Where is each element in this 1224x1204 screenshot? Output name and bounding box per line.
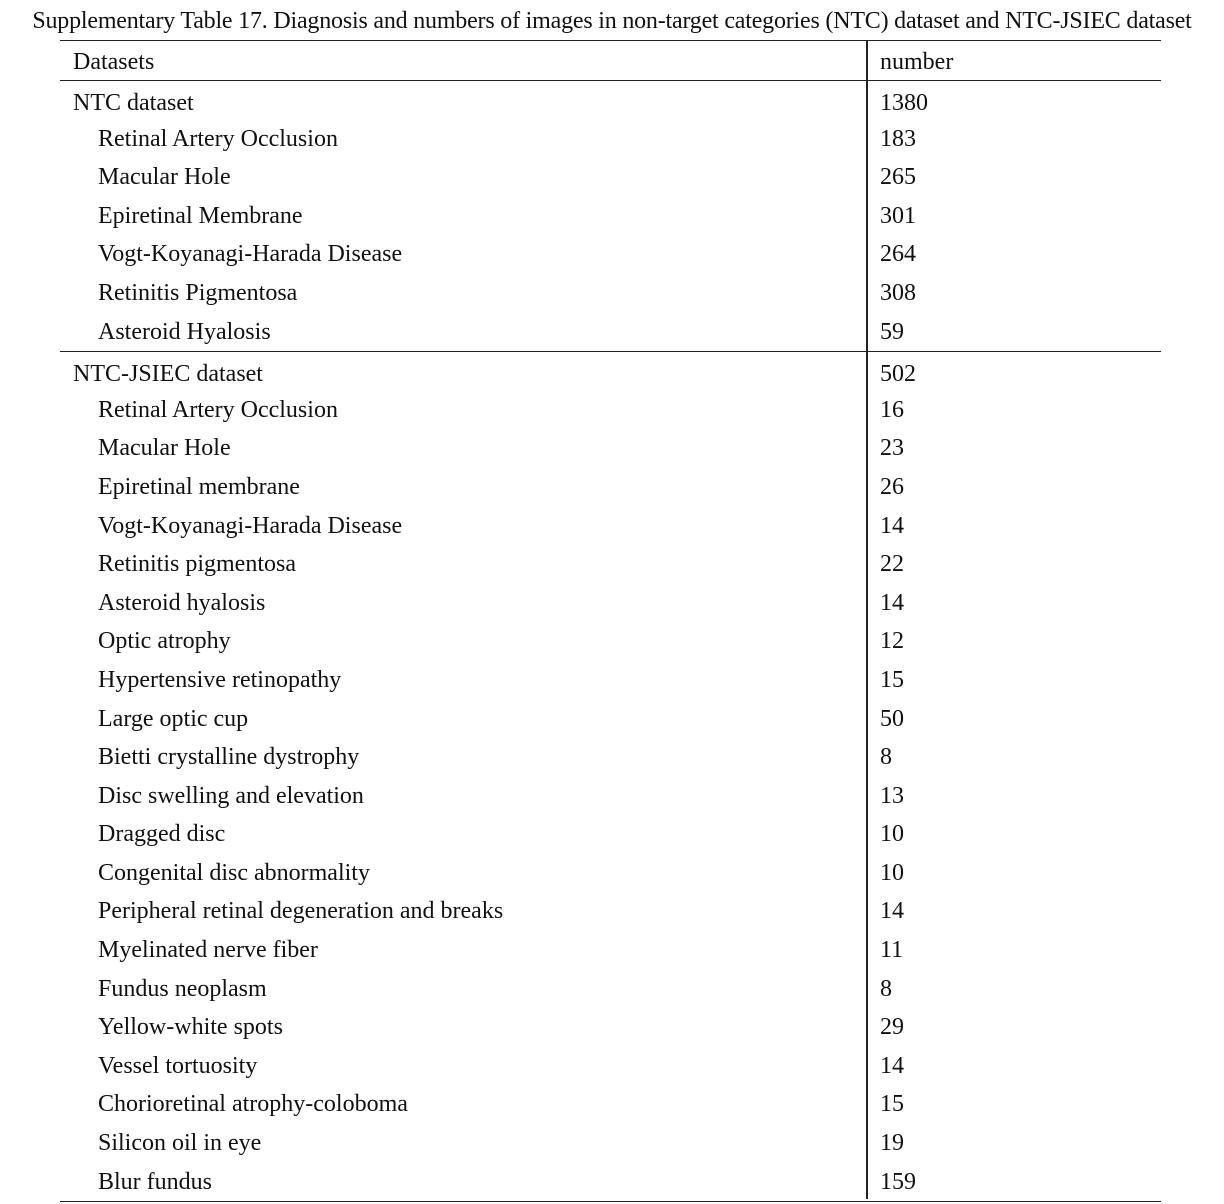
row-label: Silicon oil in eye — [98, 1130, 262, 1157]
row-value: 12 — [880, 628, 904, 655]
table-row — [60, 584, 1161, 623]
row-label: Asteroid Hyalosis — [98, 318, 271, 345]
table-row — [60, 235, 1161, 274]
row-value: 50 — [880, 705, 904, 732]
table-row — [60, 1047, 1161, 1086]
row-value: 59 — [880, 318, 904, 345]
table-row — [60, 700, 1161, 739]
row-value: 14 — [880, 512, 904, 539]
row-value: 23 — [880, 435, 904, 462]
row-label: Blur fundus — [98, 1168, 212, 1195]
table-row — [60, 545, 1161, 584]
row-label: Vessel tortuosity — [98, 1052, 258, 1079]
row-value: 301 — [880, 202, 916, 229]
row-label: Chorioretinal atrophy-coloboma — [98, 1091, 408, 1118]
table-row — [60, 313, 1161, 353]
row-value: 15 — [880, 1091, 904, 1118]
group-total: 1380 — [880, 90, 928, 116]
table-row — [60, 429, 1161, 468]
row-value: 11 — [880, 937, 904, 964]
row-label: Epiretinal membrane — [98, 473, 300, 500]
row-value: 14 — [880, 589, 904, 616]
row-value: 14 — [880, 1052, 904, 1079]
table-caption: Supplementary Table 17. Diagnosis and numbers of images in non-target categories (NTC) dataset and NTC-JSIEC dataset — [32, 8, 1192, 34]
row-label: Macular Hole — [98, 435, 231, 462]
table-row — [60, 158, 1161, 197]
row-value: 8 — [880, 975, 892, 1002]
table-row — [60, 777, 1161, 816]
table-row — [60, 661, 1161, 700]
row-label: Bietti crystalline dystrophy — [98, 744, 360, 771]
row-value: 29 — [880, 1014, 904, 1041]
row-label: Disc swelling and elevation — [98, 782, 364, 809]
row-label: Macular Hole — [98, 164, 231, 191]
row-label: Vogt-Koyanagi-Harada Disease — [98, 241, 403, 268]
row-label: Hypertensive retinopathy — [98, 666, 342, 693]
row-label: Large optic cup — [98, 705, 249, 732]
header-number: number — [880, 49, 954, 75]
row-value: 19 — [880, 1130, 904, 1157]
row-label: Optic atrophy — [98, 628, 231, 655]
row-label: Congenital disc abnormality — [98, 859, 370, 886]
row-label: Yellow-white spots — [98, 1014, 283, 1041]
header-datasets: Datasets — [73, 49, 155, 75]
row-value: 22 — [880, 551, 904, 578]
table-row — [60, 507, 1161, 546]
row-value: 16 — [880, 396, 904, 423]
row-label: Asteroid hyalosis — [98, 589, 266, 616]
table-header-row — [60, 41, 1161, 81]
row-value: 26 — [880, 473, 904, 500]
data-table — [60, 40, 1161, 1202]
table-row — [60, 970, 1161, 1009]
table-row — [60, 738, 1161, 777]
row-value: 159 — [880, 1168, 916, 1195]
row-label: Vogt-Koyanagi-Harada Disease — [98, 512, 403, 539]
row-label: Retinitis Pigmentosa — [98, 279, 298, 306]
group-name: NTC-JSIEC dataset — [73, 361, 263, 388]
row-label: Epiretinal Membrane — [98, 202, 303, 229]
row-value: 13 — [880, 782, 904, 809]
table-row — [60, 931, 1161, 970]
row-label: Myelinated nerve fiber — [98, 937, 318, 964]
group-total: 502 — [880, 361, 916, 388]
row-value: 10 — [880, 859, 904, 886]
row-label: Dragged disc — [98, 821, 226, 848]
table-row — [60, 1163, 1161, 1202]
row-value: 265 — [880, 164, 916, 191]
table-row — [60, 468, 1161, 507]
row-value: 15 — [880, 666, 904, 693]
row-label: Peripheral retinal degeneration and breaks — [98, 898, 504, 925]
group-name: NTC dataset — [73, 90, 194, 116]
group-row-ntc — [60, 81, 1161, 120]
row-label: Retinal Artery Occlusion — [98, 396, 338, 423]
row-label: Fundus neoplasm — [98, 975, 267, 1002]
row-value: 264 — [880, 241, 916, 268]
table-row — [60, 120, 1161, 159]
table-row — [60, 274, 1161, 313]
column-divider — [866, 40, 868, 1199]
table-row — [60, 1085, 1161, 1124]
row-value: 10 — [880, 821, 904, 848]
table-row — [60, 892, 1161, 931]
row-value: 183 — [880, 125, 916, 152]
table-row — [60, 1008, 1161, 1047]
row-value: 308 — [880, 279, 916, 306]
table-row — [60, 622, 1161, 661]
row-label: Retinitis pigmentosa — [98, 551, 296, 578]
table-row — [60, 197, 1161, 236]
row-value: 8 — [880, 744, 892, 771]
table-row — [60, 391, 1161, 430]
row-value: 14 — [880, 898, 904, 925]
table-row — [60, 854, 1161, 893]
table-row — [60, 1124, 1161, 1163]
table-row — [60, 815, 1161, 854]
row-label: Retinal Artery Occlusion — [98, 125, 338, 152]
group-row-ntc-jsiec — [60, 352, 1161, 391]
